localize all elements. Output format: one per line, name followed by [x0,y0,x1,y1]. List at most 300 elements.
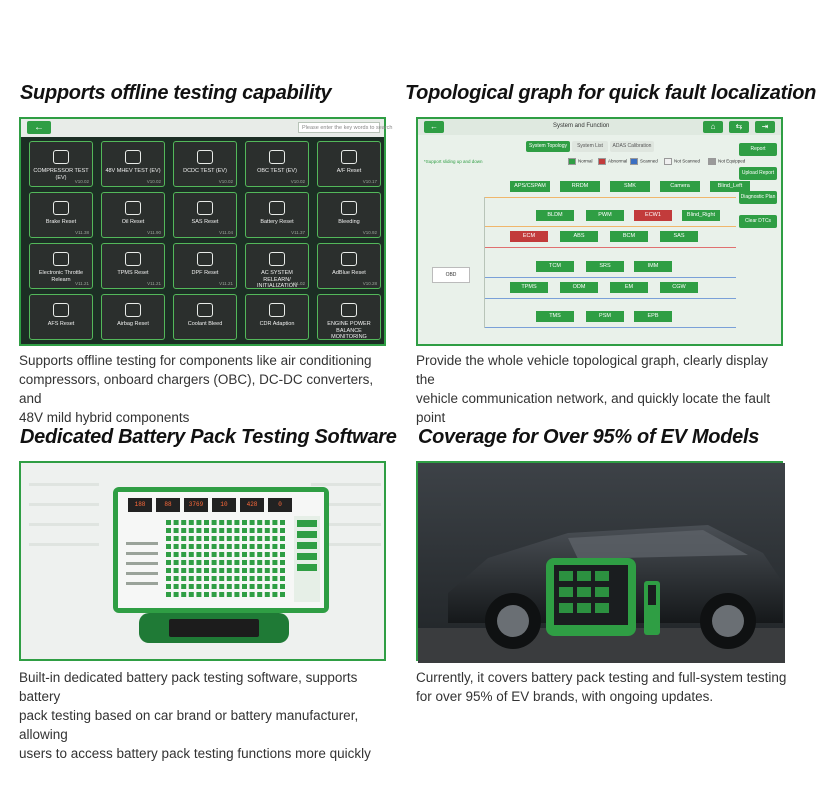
cell-status-dot [227,560,232,565]
cell-status-dot [242,544,247,549]
cell-status-dot [280,568,285,573]
cell-status-dot [234,592,239,597]
topology-node[interactable]: TCM [536,261,574,272]
cell-readout: 10 [212,498,236,512]
cell-status-dot [219,584,224,589]
topology-node[interactable]: APS/CSPAM [510,181,550,192]
function-tile[interactable] [101,141,165,187]
tile-version: V10.02 [146,179,161,184]
cell-status-dot [219,544,224,549]
tile-label: Airbag Reset [117,321,149,327]
tab-system-list[interactable]: System List [572,141,608,152]
cell-status-dot [181,528,186,533]
cell-status-dot [189,560,194,565]
topology-node[interactable]: CGW [660,282,698,293]
tile-label: AFS Reset [47,321,75,327]
cell-status-dot [181,568,186,573]
cell-status-dot [272,568,277,573]
cell-status-dot [204,560,209,565]
legend-swatch [708,158,716,165]
cell-status-dot [227,576,232,581]
cell-status-dot [280,536,285,541]
topology-node[interactable]: Blind_Right [682,210,720,221]
scroll-hint: *Support sliding up and down [424,159,483,164]
cell-status-dot [204,552,209,557]
cell-status-dot [212,520,217,525]
cell-readout: 188 [128,498,152,512]
tile-version: V11.02 [291,281,305,286]
cell-status-dot [272,528,277,533]
cell-status-dot [257,552,262,557]
function-tile[interactable] [101,192,165,238]
top-bar [21,119,393,137]
cell-status-dot [265,584,270,589]
cell-status-dot [219,536,224,541]
tile-version: V10.02 [218,179,233,184]
cell-status-dot [174,576,179,581]
cell-status-dot [189,576,194,581]
cell-status-dot [257,568,262,573]
cell-status-dot [174,544,179,549]
topology-node[interactable]: PWM [586,210,624,221]
cell-status-dot [242,568,247,573]
description-line: Built-in dedicated battery pack testing software, supports battery [19,670,358,704]
cell-status-dot [242,520,247,525]
description-line: vehicle communication network, and quickly locate the fault [416,391,771,406]
cell-status-dot [242,584,247,589]
topology-node[interactable]: Blind_Left [710,181,750,192]
cell-status-dot [219,528,224,533]
tile-label: Bleeding [338,219,360,225]
cell-status-dot [212,576,217,581]
cell-status-dot [227,528,232,533]
cell-status-dot [227,520,232,525]
cell-status-dot [204,576,209,581]
cell-status-dot [166,552,171,557]
tile-version: V11.38 [75,230,89,235]
topology-node[interactable]: SMK [610,181,650,192]
topology-node[interactable]: SAS [660,231,698,242]
device-screen [169,619,259,637]
cell-status-dot [189,568,194,573]
cell-status-dot [227,544,232,549]
function-tile[interactable] [29,141,93,187]
car-icon [125,150,141,164]
cell-status-dot [242,592,247,597]
cell-status-dot [181,584,186,589]
legend-item [664,158,700,165]
cell-status-dot [196,584,201,589]
topology-node[interactable]: EPB [634,311,672,322]
cell-status-dot [181,560,186,565]
compressor-icon [53,150,69,164]
legend-item [568,158,593,165]
coverage-description [416,668,788,706]
offline-description [19,351,389,427]
legend-swatch [664,158,672,165]
cell-readout: 428 [240,498,264,512]
brake-icon [53,201,69,215]
settings-icon[interactable]: ⇆ [729,121,749,133]
cell-status-dot [265,544,270,549]
offline-testing-screenshot [19,117,393,346]
topology-node[interactable]: ODM [560,282,598,293]
cell-status-dot [280,584,285,589]
cell-status-dot [166,520,171,525]
cell-status-dot [280,592,285,597]
cell-status-dot [219,576,224,581]
cell-status-dot [234,552,239,557]
tile-version: V11.90 [147,230,161,235]
tile-version: V11.04 [219,230,233,235]
cell-status-dot [196,552,201,557]
description-line: Provide the whole vehicle topological graph, clearly display the [416,353,768,387]
function-tile[interactable] [317,294,381,340]
cell-status-dot [189,592,194,597]
tile-version: V11.21 [147,281,161,286]
cell-status-dot [196,560,201,565]
tab-system-topology[interactable]: System Topology [526,141,570,152]
legend-swatch [598,158,606,165]
function-tile[interactable] [29,294,93,340]
cell-status-dot [250,520,255,525]
cell-status-dot [227,568,232,573]
cell-status-dot [174,528,179,533]
bus-line [484,247,736,248]
topology-node[interactable]: BCM [610,231,648,242]
function-tile[interactable] [245,141,309,187]
cell-status-dot [196,536,201,541]
legend-label: Not Equipped [718,158,746,164]
topology-node[interactable]: PSM [586,311,624,322]
cell-status-dot [174,568,179,573]
topology-node[interactable]: ABS [560,231,598,242]
cell-status-dot [257,544,262,549]
cell-status-dot [272,552,277,557]
tab-adas-calibration[interactable]: ADAS Calibration [610,141,654,152]
function-tile[interactable] [29,243,93,289]
cell-status-dot [280,560,285,565]
bus-line [484,197,736,198]
battery-heading: Dedicated Battery Pack Testing Software [20,426,397,448]
cell-status-dot [250,544,255,549]
function-tile[interactable] [317,192,381,238]
top-bar [418,119,781,135]
cell-status-dot [196,528,201,533]
cell-status-dot [174,592,179,597]
cell-status-dot [272,592,277,597]
cell-status-dot [272,584,277,589]
cell-status-dot [174,584,179,589]
tpms-icon [125,252,141,266]
legend-label: Abnormal [608,158,628,164]
cell-status-dot [227,592,232,597]
cell-status-dot [196,592,201,597]
battery-testing-image [19,461,386,661]
description-line: pack testing based on car brand or battery manufacturer, allowing [19,708,359,742]
cell-status-dot [234,528,239,533]
cell-matrix-graphic [118,492,324,608]
cell-status-dot [166,568,171,573]
upload-report-button[interactable]: Upload Report [739,167,777,180]
tile-label: Coolant Bleed [187,321,223,327]
cell-status-dot [250,568,255,573]
tile-label: Oil Reset [121,219,145,225]
stat-line [126,562,158,565]
cell-status-dot [257,576,262,581]
function-tile[interactable] [101,243,165,289]
cell-status-dot [212,560,217,565]
cell-status-dot [166,536,171,541]
bus-line [484,277,736,278]
cell-status-dot [219,520,224,525]
cell-status-dot [234,568,239,573]
topology-node[interactable]: IMM [634,261,672,272]
airbag-icon [125,303,141,317]
obd-port: OBD [432,267,470,283]
cell-status-dot [166,544,171,549]
function-tile[interactable] [245,192,309,238]
tile-label: Brake Reset [45,219,77,225]
cell-status-dot [181,552,186,557]
cell-status-dot [265,560,270,565]
cell-status-dot [204,568,209,573]
report-button[interactable]: Report [739,143,777,156]
cell-status-dot [234,520,239,525]
function-tile[interactable] [173,294,237,340]
cell-status-dot [189,552,194,557]
steering-icon [197,201,213,215]
cell-status-dot [174,552,179,557]
stat-line [126,542,158,545]
topology-node[interactable]: ECW1 [634,210,672,221]
dpf-icon [197,252,213,266]
airflow-icon [341,150,357,164]
cell-status-dot [265,520,270,525]
search-input[interactable]: Please enter the key words to search [298,122,380,133]
cell-status-dot [272,560,277,565]
tablet-device [113,487,329,613]
cell-status-dot [234,584,239,589]
cell-status-dot [212,592,217,597]
cell-status-dot [204,592,209,597]
topology-screenshot [416,117,783,346]
cell-status-dot [212,584,217,589]
coolant-icon [197,303,213,317]
back-button[interactable]: ← [424,121,444,133]
cell-readout: 3769 [184,498,208,512]
function-tile[interactable] [173,243,237,289]
ev-coverage-image [416,461,783,661]
cell-status-dot [257,560,262,565]
cell-status-dot [257,520,262,525]
cell-status-dot [196,544,201,549]
diagnostic-plan-button[interactable]: Diagnostic Plan [739,191,777,204]
topology-node[interactable]: TPMS [510,282,548,293]
cell-status-dot [174,560,179,565]
cell-status-dot [265,552,270,557]
bus-line [484,298,736,299]
cell-status-dot [174,536,179,541]
tile-version: V10.02 [74,179,89,184]
cell-status-dot [250,552,255,557]
cell-status-dot [250,576,255,581]
cell-status-dot [265,592,270,597]
cell-status-dot [166,528,171,533]
cell-status-dot [242,528,247,533]
cell-status-dot [189,584,194,589]
tile-label: SAS Reset [191,219,219,225]
cell-status-dot [250,560,255,565]
legend-item [598,158,627,165]
stat-line [126,582,158,585]
cell-status-dot [280,528,285,533]
function-tile[interactable] [317,141,381,187]
home-icon[interactable]: ⌂ [703,121,723,133]
topology-node[interactable]: TMS [536,311,574,322]
oil-icon [125,201,141,215]
afs-icon [53,303,69,317]
function-tile[interactable] [317,243,381,289]
cell-status-dot [272,536,277,541]
cell-status-dot [212,528,217,533]
topology-node[interactable]: RRDM [560,181,600,192]
cell-status-dot [234,544,239,549]
topology-node[interactable]: SRS [586,261,624,272]
function-tile[interactable] [101,294,165,340]
cell-status-dot [234,576,239,581]
topology-heading: Topological graph for quick fault localization [405,82,816,104]
function-tile[interactable] [245,243,309,289]
cell-status-dot [272,576,277,581]
cell-status-dot [257,592,262,597]
topology-node[interactable]: ECM [510,231,548,242]
cell-status-dot [196,576,201,581]
battery-screen [118,492,324,608]
cell-status-dot [219,560,224,565]
cell-status-dot [174,520,179,525]
function-tile[interactable] [173,141,237,187]
tile-version: V11.21 [75,281,89,286]
adblue-icon [341,252,357,266]
legend-item [630,158,658,165]
cell-status-dot [272,520,277,525]
function-tile[interactable] [245,294,309,340]
cell-readout: 88 [156,498,180,512]
cell-status-dot [181,520,186,525]
function-tile[interactable] [173,192,237,238]
description-line: point [416,410,446,425]
tile-label: 48V MHEV TEST (EV) [105,168,161,174]
cell-status-dot [257,536,262,541]
legend-label: Scanned [640,158,658,164]
cell-status-dot [181,536,186,541]
obc-icon [269,150,285,164]
tile-label: DCDC TEST (EV) [183,168,227,174]
tile-version: V10.02 [290,179,305,184]
cell-status-dot [181,592,186,597]
cell-status-dot [166,584,171,589]
ac-icon [269,252,285,266]
back-button[interactable]: ← [27,121,51,134]
cell-status-dot [166,576,171,581]
clear-dtcs-button[interactable]: Clear DTCs [739,215,777,228]
description-line: Currently, it covers battery pack testing and full-system testing [416,670,787,685]
legend-swatch [630,158,638,165]
tile-version: V11.37 [291,230,305,235]
cell-status-dot [257,528,262,533]
stat-line [126,552,158,555]
cell-status-dot [189,544,194,549]
cell-status-dot [242,552,247,557]
cell-status-dot [204,536,209,541]
throttle-icon [53,252,69,266]
tile-label: COMPRESSOR TEST (EV) [33,168,89,181]
legend-item [708,158,745,165]
bus-trunk [484,197,485,328]
screen-title: System and Function [553,123,610,129]
cell-status-dot [196,568,201,573]
cell-status-dot [212,568,217,573]
tile-version: V10.28 [362,281,377,286]
battery-icon [269,201,285,215]
cell-status-dot [189,528,194,533]
cell-status-dot [234,536,239,541]
cell-status-dot [250,584,255,589]
stat-line [126,572,158,575]
cell-status-dot [212,544,217,549]
legend-label: Not Scanned [674,158,701,164]
tile-label: TPMS Reset [117,270,149,276]
cell-status-dot [280,544,285,549]
cell-status-dot [212,552,217,557]
cell-status-dot [242,576,247,581]
cell-status-dot [250,592,255,597]
dcdc-icon [197,150,213,164]
cell-status-dot [250,536,255,541]
cell-status-dot [204,528,209,533]
engine-icon [341,303,357,317]
cell-status-dot [227,536,232,541]
tile-label: ENGINE POWER BALANCE MONITORING [327,321,371,340]
cell-status-dot [219,568,224,573]
diagnostic-tool-device [139,613,289,643]
cell-status-dot [196,520,201,525]
exit-icon[interactable]: ⇥ [755,121,775,133]
battery-description [19,668,391,763]
tile-label: Electronic Throttle Relearn [38,270,84,283]
topology-node[interactable]: Camera [660,181,700,192]
cell-status-dot [227,552,232,557]
cell-status-dot [219,552,224,557]
cell-status-dot [242,536,247,541]
cell-status-dot [219,592,224,597]
topology-node[interactable]: BLDM [536,210,574,221]
cell-status-dot [257,584,262,589]
car-and-tool-graphic [418,463,785,663]
cell-status-dot [280,552,285,557]
function-tile[interactable] [29,192,93,238]
offline-heading: Supports offline testing capability [20,82,332,104]
description-line: Supports offline testing for components like air conditioning [19,353,372,368]
topology-node[interactable]: EM [610,282,648,293]
tile-label: CDR Adaption [259,321,295,327]
cell-status-dot [166,560,171,565]
cell-status-dot [265,536,270,541]
cell-status-dot [250,528,255,533]
bus-line [484,226,736,227]
cell-status-dot [227,584,232,589]
